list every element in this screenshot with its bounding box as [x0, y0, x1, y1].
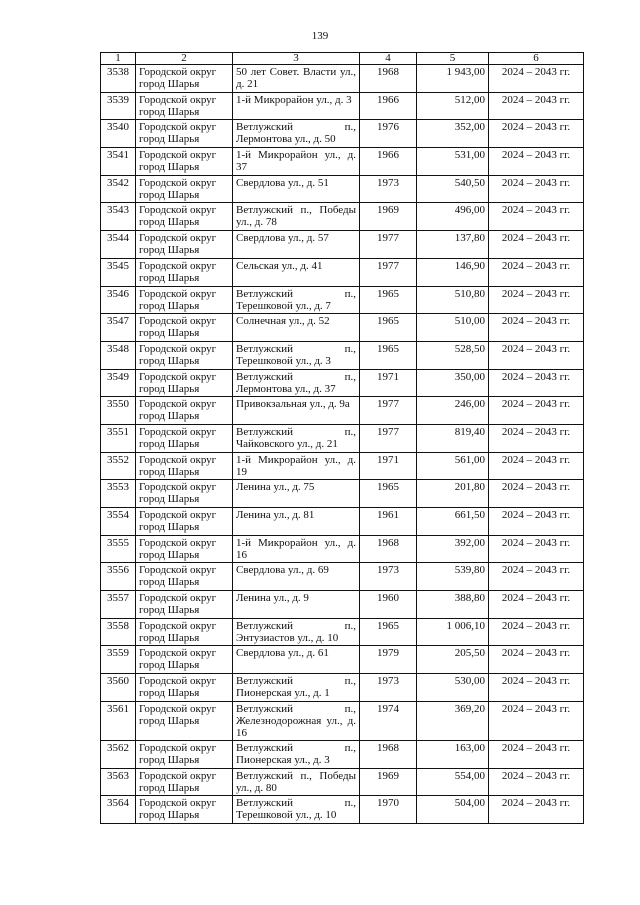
table-row	[101, 618, 584, 646]
row-number-cell: 3540	[101, 120, 136, 148]
municipality-cell: Городской округ город Шарья	[136, 508, 233, 536]
table-row	[101, 424, 584, 452]
period-cell: 2024 – 2043 гг.	[489, 646, 584, 674]
address-cell: 1-й Микрорайон ул., д. 16	[233, 535, 360, 563]
row-number-cell: 3543	[101, 203, 136, 231]
row-number-cell: 3553	[101, 480, 136, 508]
period-cell: 2024 – 2043 гг.	[489, 768, 584, 796]
period-cell: 2024 – 2043 гг.	[489, 674, 584, 702]
year-cell: 1965	[360, 480, 417, 508]
table-row	[101, 740, 584, 768]
table-row	[101, 369, 584, 397]
row-number-cell: 3541	[101, 148, 136, 176]
period-cell: 2024 – 2043 гг.	[489, 231, 584, 259]
municipality-cell: Городской округ город Шарья	[136, 314, 233, 342]
value-cell: 1 006,10	[417, 618, 489, 646]
year-cell: 1968	[360, 740, 417, 768]
year-cell: 1970	[360, 796, 417, 824]
municipality-cell: Городской округ город Шарья	[136, 424, 233, 452]
municipality-cell: Городской округ город Шарья	[136, 120, 233, 148]
address-cell: Ветлужский п., Терешковой ул., д. 10	[233, 796, 360, 824]
table-row	[101, 120, 584, 148]
period-cell: 2024 – 2043 гг.	[489, 452, 584, 480]
table-row	[101, 148, 584, 176]
period-cell: 2024 – 2043 гг.	[489, 65, 584, 93]
municipality-cell: Городской округ город Шарья	[136, 65, 233, 93]
row-number-cell: 3554	[101, 508, 136, 536]
address-cell: 1-й Микрорайон ул., д. 37	[233, 148, 360, 176]
municipality-cell: Городской округ город Шарья	[136, 796, 233, 824]
year-cell: 1960	[360, 591, 417, 619]
row-number-cell: 3558	[101, 618, 136, 646]
row-number-cell: 3551	[101, 424, 136, 452]
municipality-cell: Городской округ город Шарья	[136, 618, 233, 646]
row-number-cell: 3555	[101, 535, 136, 563]
value-cell: 146,90	[417, 258, 489, 286]
municipality-cell: Городской округ город Шарья	[136, 674, 233, 702]
year-cell: 1971	[360, 369, 417, 397]
row-number-cell: 3557	[101, 591, 136, 619]
address-cell: Ленина ул., д. 9	[233, 591, 360, 619]
table-row	[101, 314, 584, 342]
table-row	[101, 563, 584, 591]
address-cell: Ветлужский п., Победы ул., д. 80	[233, 768, 360, 796]
value-cell: 496,00	[417, 203, 489, 231]
address-cell: Ветлужский п., Терешковой ул., д. 3	[233, 341, 360, 369]
value-cell: 510,00	[417, 314, 489, 342]
row-number-cell: 3563	[101, 768, 136, 796]
address-cell: 1-й Микрорайон ул., д. 19	[233, 452, 360, 480]
row-number-cell: 3559	[101, 646, 136, 674]
year-cell: 1961	[360, 508, 417, 536]
column-number-4: 4	[360, 53, 417, 65]
year-cell: 1973	[360, 175, 417, 203]
municipality-cell: Городской округ город Шарья	[136, 740, 233, 768]
year-cell: 1971	[360, 452, 417, 480]
municipality-cell: Городской округ город Шарья	[136, 452, 233, 480]
value-cell: 528,50	[417, 341, 489, 369]
address-cell: Ветлужский п., Пионерская ул., д. 1	[233, 674, 360, 702]
year-cell: 1973	[360, 563, 417, 591]
row-number-cell: 3561	[101, 701, 136, 740]
address-cell: Ленина ул., д. 75	[233, 480, 360, 508]
address-cell: Свердлова ул., д. 57	[233, 231, 360, 259]
municipality-cell: Городской округ город Шарья	[136, 369, 233, 397]
address-cell: Ветлужский п., Терешковой ул., д. 7	[233, 286, 360, 314]
municipality-cell: Городской округ город Шарья	[136, 258, 233, 286]
page-number: 139	[311, 30, 329, 42]
value-cell: 512,00	[417, 92, 489, 120]
period-cell: 2024 – 2043 гг.	[489, 740, 584, 768]
address-cell: Сельская ул., д. 41	[233, 258, 360, 286]
period-cell: 2024 – 2043 гг.	[489, 341, 584, 369]
year-cell: 1966	[360, 92, 417, 120]
table-row	[101, 701, 584, 740]
year-cell: 1969	[360, 203, 417, 231]
value-cell: 137,80	[417, 231, 489, 259]
period-cell: 2024 – 2043 гг.	[489, 203, 584, 231]
row-number-cell: 3560	[101, 674, 136, 702]
row-number-cell: 3562	[101, 740, 136, 768]
municipality-cell: Городской округ город Шарья	[136, 768, 233, 796]
year-cell: 1965	[360, 286, 417, 314]
column-number-row	[101, 53, 584, 65]
year-cell: 1965	[360, 618, 417, 646]
registry-table	[100, 52, 584, 824]
column-number-5: 5	[417, 53, 489, 65]
table-body	[101, 65, 584, 824]
address-cell: Ветлужский п., Железнодорожная ул., д. 16	[233, 701, 360, 740]
table-row	[101, 286, 584, 314]
period-cell: 2024 – 2043 гг.	[489, 148, 584, 176]
address-cell: Ветлужский п., Энтузиастов ул., д. 10	[233, 618, 360, 646]
table-row	[101, 480, 584, 508]
table-row	[101, 341, 584, 369]
row-number-cell: 3542	[101, 175, 136, 203]
value-cell: 531,00	[417, 148, 489, 176]
municipality-cell: Городской округ город Шарья	[136, 231, 233, 259]
table-row	[101, 203, 584, 231]
address-cell: Свердлова ул., д. 61	[233, 646, 360, 674]
row-number-cell: 3552	[101, 452, 136, 480]
year-cell: 1976	[360, 120, 417, 148]
table-row	[101, 796, 584, 824]
column-number-3: 3	[233, 53, 360, 65]
value-cell: 819,40	[417, 424, 489, 452]
table-row	[101, 452, 584, 480]
period-cell: 2024 – 2043 гг.	[489, 92, 584, 120]
row-number-cell: 3539	[101, 92, 136, 120]
table-row	[101, 65, 584, 93]
year-cell: 1977	[360, 258, 417, 286]
period-cell: 2024 – 2043 гг.	[489, 258, 584, 286]
table-row	[101, 674, 584, 702]
year-cell: 1965	[360, 341, 417, 369]
row-number-cell: 3546	[101, 286, 136, 314]
period-cell: 2024 – 2043 гг.	[489, 397, 584, 425]
address-cell: Свердлова ул., д. 51	[233, 175, 360, 203]
period-cell: 2024 – 2043 гг.	[489, 618, 584, 646]
column-number-1: 1	[101, 53, 136, 65]
address-cell: Свердлова ул., д. 69	[233, 563, 360, 591]
period-cell: 2024 – 2043 гг.	[489, 563, 584, 591]
row-number-cell: 3556	[101, 563, 136, 591]
table-row	[101, 535, 584, 563]
period-cell: 2024 – 2043 гг.	[489, 286, 584, 314]
period-cell: 2024 – 2043 гг.	[489, 424, 584, 452]
table-row	[101, 231, 584, 259]
table-row	[101, 397, 584, 425]
year-cell: 1974	[360, 701, 417, 740]
year-cell: 1977	[360, 231, 417, 259]
municipality-cell: Городской округ город Шарья	[136, 701, 233, 740]
value-cell: 246,00	[417, 397, 489, 425]
value-cell: 369,20	[417, 701, 489, 740]
value-cell: 163,00	[417, 740, 489, 768]
municipality-cell: Городской округ город Шарья	[136, 646, 233, 674]
period-cell: 2024 – 2043 гг.	[489, 535, 584, 563]
year-cell: 1977	[360, 424, 417, 452]
value-cell: 392,00	[417, 535, 489, 563]
year-cell: 1977	[360, 397, 417, 425]
year-cell: 1969	[360, 768, 417, 796]
table-row	[101, 646, 584, 674]
municipality-cell: Городской округ город Шарья	[136, 148, 233, 176]
table-row	[101, 258, 584, 286]
period-cell: 2024 – 2043 гг.	[489, 591, 584, 619]
address-cell: Солнечная ул., д. 52	[233, 314, 360, 342]
table-row	[101, 768, 584, 796]
table-row	[101, 92, 584, 120]
value-cell: 530,00	[417, 674, 489, 702]
address-cell: 1-й Микрорайон ул., д. 3	[233, 92, 360, 120]
row-number-cell: 3545	[101, 258, 136, 286]
address-cell: Ветлужский п., Победы ул., д. 78	[233, 203, 360, 231]
row-number-cell: 3564	[101, 796, 136, 824]
row-number-cell: 3548	[101, 341, 136, 369]
municipality-cell: Городской округ город Шарья	[136, 535, 233, 563]
municipality-cell: Городской округ город Шарья	[136, 563, 233, 591]
municipality-cell: Городской округ город Шарья	[136, 92, 233, 120]
table-row	[101, 508, 584, 536]
year-cell: 1965	[360, 314, 417, 342]
value-cell: 205,50	[417, 646, 489, 674]
period-cell: 2024 – 2043 гг.	[489, 120, 584, 148]
value-cell: 510,80	[417, 286, 489, 314]
table-row	[101, 591, 584, 619]
year-cell: 1973	[360, 674, 417, 702]
value-cell: 561,00	[417, 452, 489, 480]
period-cell: 2024 – 2043 гг.	[489, 175, 584, 203]
column-number-2: 2	[136, 53, 233, 65]
address-cell: Ветлужский п., Лермонтова ул., д. 50	[233, 120, 360, 148]
period-cell: 2024 – 2043 гг.	[489, 314, 584, 342]
value-cell: 388,80	[417, 591, 489, 619]
row-number-cell: 3547	[101, 314, 136, 342]
year-cell: 1966	[360, 148, 417, 176]
column-number-6: 6	[489, 53, 584, 65]
value-cell: 352,00	[417, 120, 489, 148]
period-cell: 2024 – 2043 гг.	[489, 508, 584, 536]
municipality-cell: Городской округ город Шарья	[136, 203, 233, 231]
year-cell: 1968	[360, 65, 417, 93]
address-cell: Ветлужский п., Чайковского ул., д. 21	[233, 424, 360, 452]
address-cell: Ветлужский п., Пионерская ул., д. 3	[233, 740, 360, 768]
period-cell: 2024 – 2043 гг.	[489, 480, 584, 508]
municipality-cell: Городской округ город Шарья	[136, 480, 233, 508]
value-cell: 540,50	[417, 175, 489, 203]
value-cell: 554,00	[417, 768, 489, 796]
value-cell: 350,00	[417, 369, 489, 397]
period-cell: 2024 – 2043 гг.	[489, 369, 584, 397]
address-cell: 50 лет Совет. Власти ул., д. 21	[233, 65, 360, 93]
row-number-cell: 3549	[101, 369, 136, 397]
row-number-cell: 3544	[101, 231, 136, 259]
value-cell: 504,00	[417, 796, 489, 824]
municipality-cell: Городской округ город Шарья	[136, 397, 233, 425]
period-cell: 2024 – 2043 гг.	[489, 701, 584, 740]
municipality-cell: Городской округ город Шарья	[136, 175, 233, 203]
value-cell: 201,80	[417, 480, 489, 508]
year-cell: 1968	[360, 535, 417, 563]
table-row	[101, 175, 584, 203]
period-cell: 2024 – 2043 гг.	[489, 796, 584, 824]
row-number-cell: 3538	[101, 65, 136, 93]
address-cell: Привокзальная ул., д. 9а	[233, 397, 360, 425]
address-cell: Ветлужский п., Лермонтова ул., д. 37	[233, 369, 360, 397]
municipality-cell: Городской округ город Шарья	[136, 341, 233, 369]
address-cell: Ленина ул., д. 81	[233, 508, 360, 536]
value-cell: 661,50	[417, 508, 489, 536]
municipality-cell: Городской округ город Шарья	[136, 286, 233, 314]
municipality-cell: Городской округ город Шарья	[136, 591, 233, 619]
value-cell: 1 943,00	[417, 65, 489, 93]
year-cell: 1979	[360, 646, 417, 674]
row-number-cell: 3550	[101, 397, 136, 425]
value-cell: 539,80	[417, 563, 489, 591]
